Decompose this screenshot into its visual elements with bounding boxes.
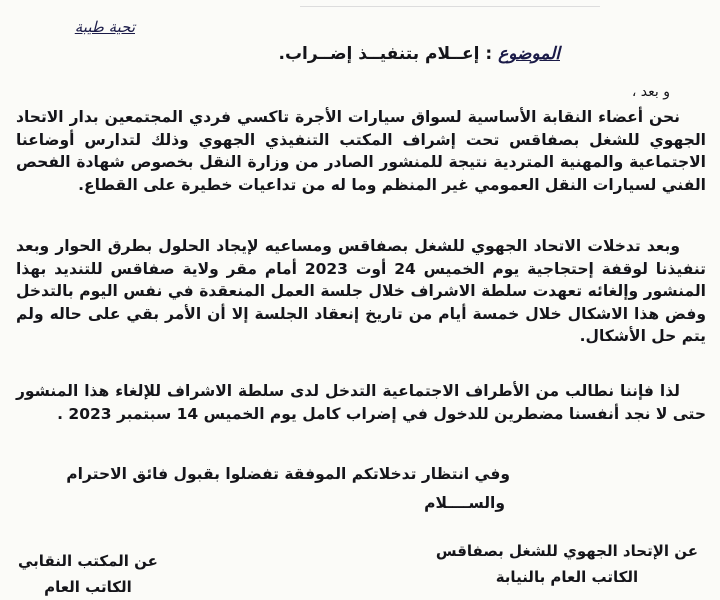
paragraph-1 [16,106,706,196]
signature-union-org: عن الإتحاد الجهوي للشغل بصفاقس [435,542,698,560]
signature-block-syndicate [18,548,158,600]
signature-syndicate-title: الكاتب العام [44,578,132,596]
salam-line: والســــلام [424,494,505,512]
subject-label: الموضوع [498,44,560,64]
subject-line [279,44,560,64]
subject-text: : إعــلام بتنفيــذ إضــراب. [278,44,493,64]
signature-block-union [436,538,698,590]
signature-syndicate-org: عن المكتب النقابي [18,552,158,570]
salutation-wa-baad: و بعد ، [631,84,670,100]
paragraph-2 [16,235,706,348]
greeting: تحية طيبة [74,18,135,36]
paragraph-2-text: وبعد تدخلات الاتحاد الجهوي للشغل بصفاقس ومساعيه لإيجاد الحلول بطرق الحوار وبعد تنفيذنا لوقفة إحتجاجية يوم الخميس 24 أوت 2023 أمام مقر ولاية صفاقس للتنديد بهذا المنشور وإلغائه تعهدت سلطة الاشراف خلال جلسة العمل المنعقدة في نفس اليوم بالتدخل وفض هذا الاشكال خلال خمسة أيام من تاريخ إنعقاد الجلسة إلا أن الأمر بقي على حاله ولم يتم حل الأشكال. [16,237,706,345]
signature-union-title: الكاتب العام بالنيابة [495,568,639,586]
paragraph-1-text: نحن أعضاء النقابة الأساسية لسواق سيارات الأجرة تاكسي فردي المجتمعين بدار الاتحاد الجهوي للشغل بصفاقس تحت إشراف المكتب التنفيذي الجهوي وذلك لتدارس أوضاعنا الاجتماعية والمهنية المتردية نتيجة للمنشور الصادر من وزارة النقل بخصوص شهادة الفحص الفني لسيارات النقل العمومي غير المنظم وما له من تداعيات خطيرة على القطاع. [16,108,706,194]
paragraph-3 [16,380,706,425]
closing-line: وفي انتظار تدخلاتكم الموفقة تفضلوا بقبول فائق الاحترام [66,465,510,483]
top-edge-rule [300,0,600,7]
paragraph-3-text: لذا فإننا نطالب من الأطراف الاجتماعية التدخل لدى سلطة الاشراف للإلغاء هذا المنشور حتى لا نجد أنفسنا مضطرين للدخول في إضراب كامل يوم الخميس 14 سبتمبر 2023 . [16,382,706,423]
